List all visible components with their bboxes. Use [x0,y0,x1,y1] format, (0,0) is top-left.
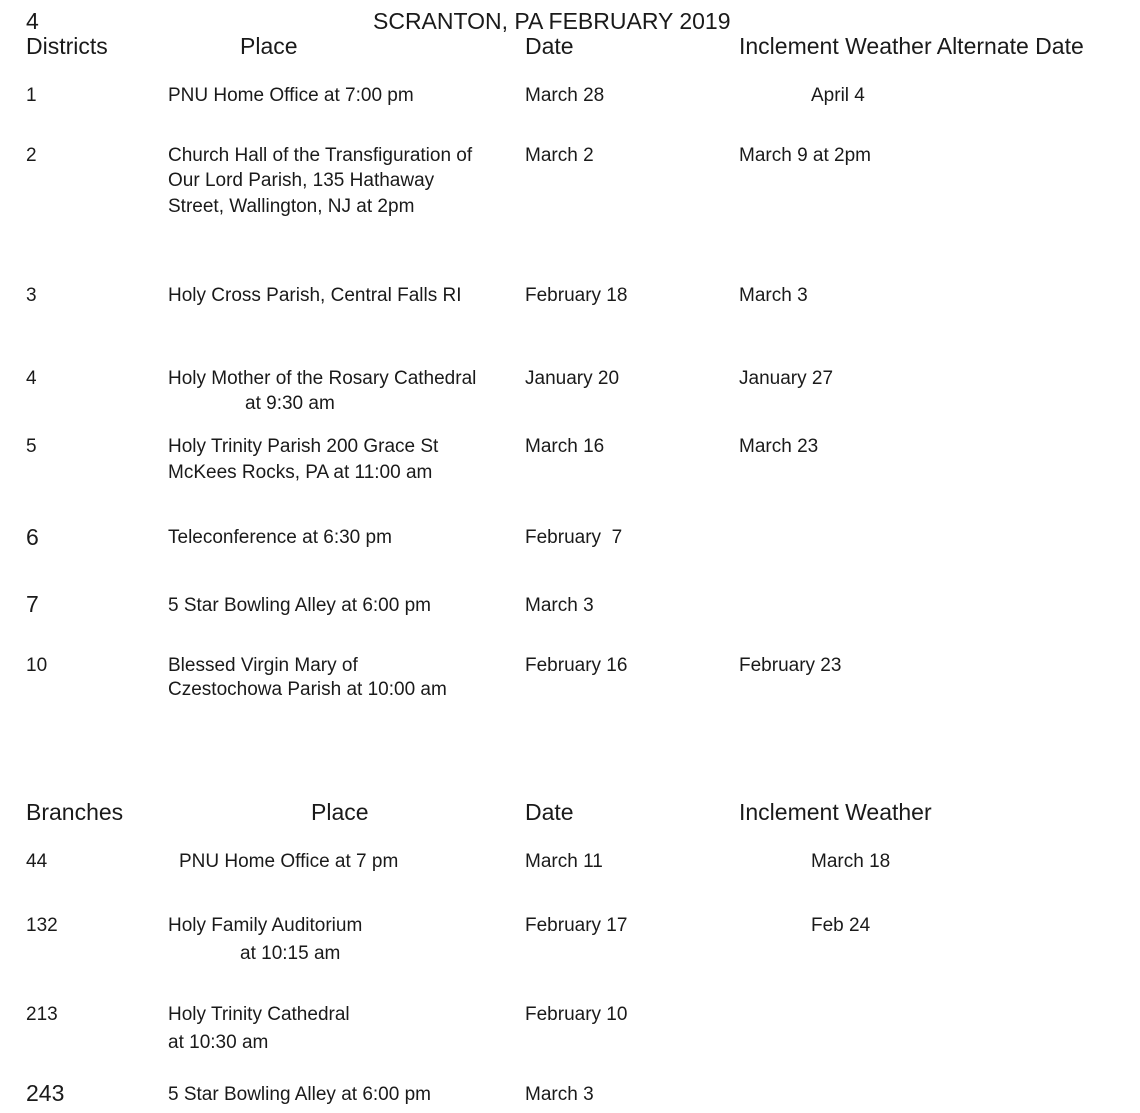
district-date: March 3 [525,595,594,616]
alternate-date-header: Inclement Weather Alternate Date [739,33,1084,59]
district-id: 2 [26,145,37,166]
branch-date: March 11 [525,851,603,872]
district-id: 1 [26,85,37,106]
district-date: March 28 [525,85,605,106]
branch-id: 243 [26,1080,65,1106]
branch-date: February 10 [525,1004,628,1025]
district-place: Teleconference at 6:30 pm [168,527,392,548]
place-header: Place [240,33,298,59]
district-date: January 20 [525,368,620,389]
district-place-line1: Holy Mother of the Rosary Cathedral [168,368,477,389]
district-date: March 16 [525,436,605,457]
district-date: March 2 [525,145,594,166]
district-alt-date: March 9 at 2pm [739,145,871,166]
branches-date-header: Date [525,799,574,825]
district-id: 7 [26,591,39,617]
district-id: 5 [26,436,37,457]
district-alt-date: January 27 [739,368,834,389]
district-alt-date: March 23 [739,436,819,457]
branch-date: March 3 [525,1084,594,1105]
district-date: February 16 [525,655,628,676]
branch-alt-date: Feb 24 [811,915,871,936]
branch-alt-date: March 18 [811,851,891,872]
branch-id: 132 [26,915,58,936]
branch-id: 44 [26,851,48,872]
district-id: 3 [26,285,37,306]
branches-place-header: Place [311,799,369,825]
district-date: February 18 [525,285,628,306]
branches-alternate-header: Inclement Weather [739,799,932,825]
district-place-line1: Church Hall of the Transfiguration of [168,145,473,166]
branch-place: 5 Star Bowling Alley at 6:00 pm [168,1084,431,1105]
district-alt-date: March 3 [739,285,808,306]
branch-date: February 17 [525,915,628,936]
branches-header: Branches [26,799,124,825]
district-id: 4 [26,368,37,389]
branch-place-line1: Holy Trinity Cathedral [168,1004,350,1025]
district-place: Holy Cross Parish, Central Falls RI [168,285,462,306]
district-place-line2: Our Lord Parish, 135 Hathaway [168,170,435,191]
district-date: February 7 [525,527,623,548]
district-alt-date: April 4 [811,85,865,106]
branch-id: 213 [26,1004,58,1025]
district-place-line2: Czestochowa Parish at 10:00 am [168,679,447,700]
branch-place: PNU Home Office at 7 pm [179,851,399,872]
branch-place-line1: Holy Family Auditorium [168,915,363,936]
district-alt-date: February 23 [739,655,842,676]
district-place: PNU Home Office at 7:00 pm [168,85,414,106]
date-header: Date [525,33,574,59]
page-title: SCRANTON, PA FEBRUARY 2019 [373,8,731,34]
district-place-line3: Street, Wallington, NJ at 2pm [168,196,415,217]
districts-header: Districts [26,33,108,59]
district-id: 6 [26,524,39,550]
district-place-line1: Holy Trinity Parish 200 Grace St [168,436,439,457]
branch-place-line2: at 10:30 am [168,1032,269,1053]
district-place: 5 Star Bowling Alley at 6:00 pm [168,595,431,616]
district-place-line1: Blessed Virgin Mary of [168,655,358,676]
branch-place-line2: at 10:15 am [240,943,341,964]
page-number: 4 [26,8,39,34]
district-place-line2: McKees Rocks, PA at 11:00 am [168,462,433,483]
district-place-line2: at 9:30 am [245,393,335,414]
district-id: 10 [26,655,48,676]
